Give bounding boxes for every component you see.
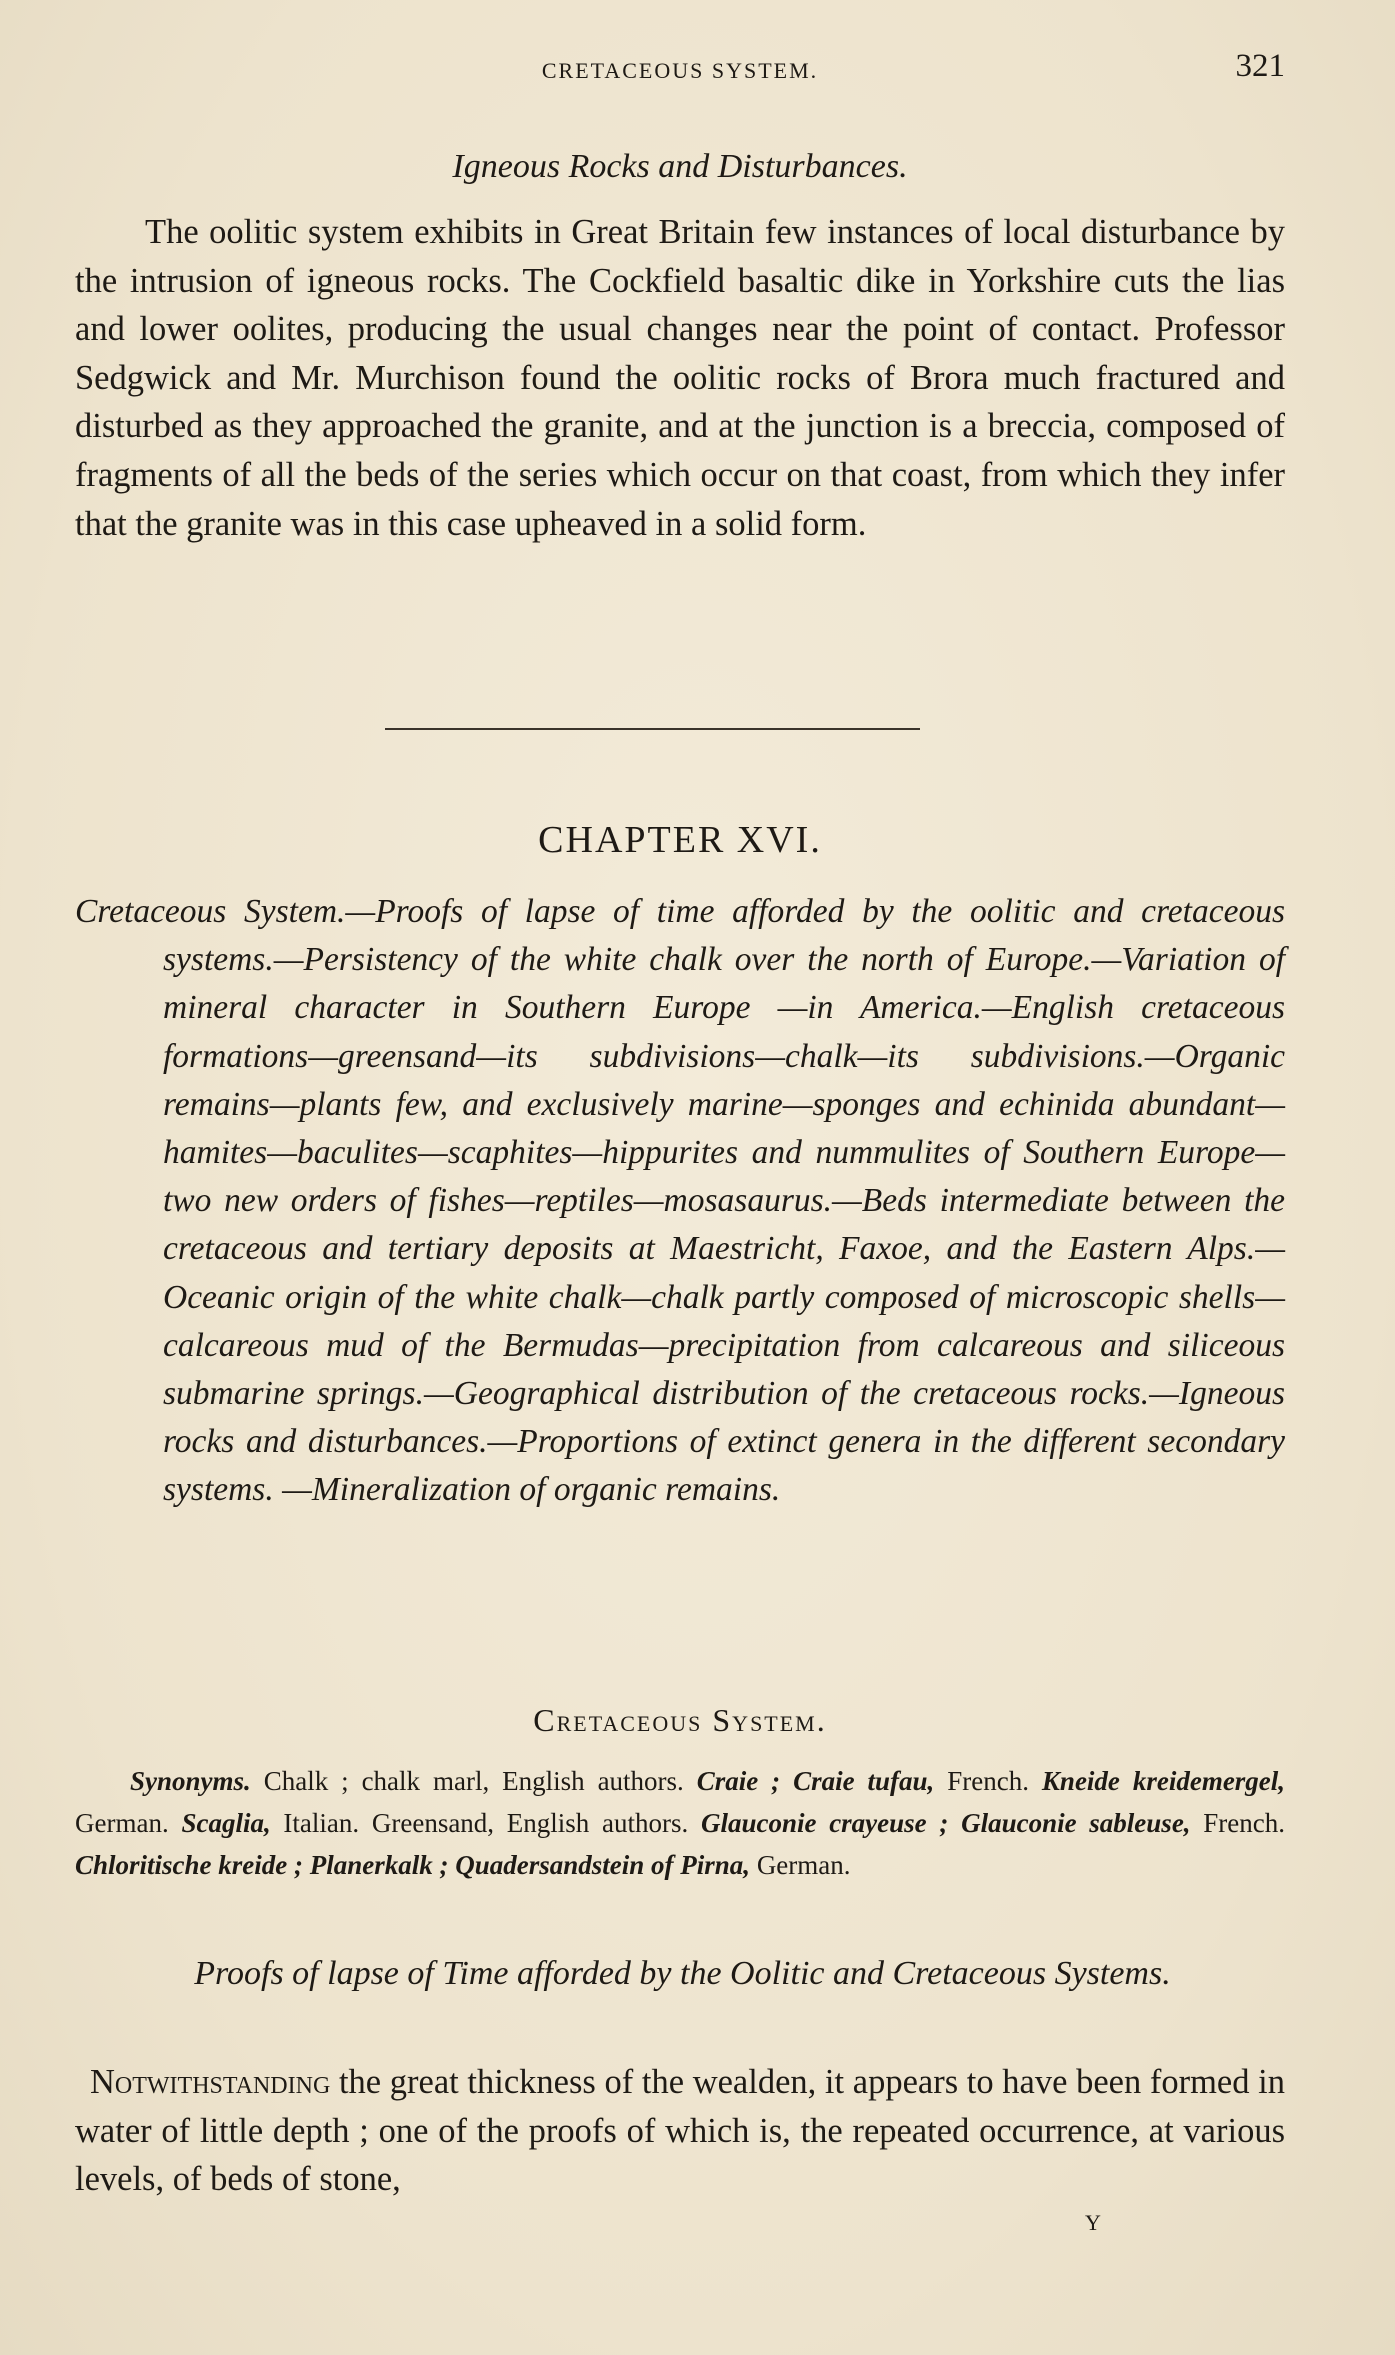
- chapter-title: CHAPTER XVI.: [538, 819, 822, 861]
- signature-mark: Y: [1085, 2210, 1101, 2235]
- synonym-language: German.: [756, 1850, 851, 1880]
- synonym-language: English authors.: [506, 1808, 689, 1838]
- running-title: CRETACEOUS SYSTEM.: [541, 58, 819, 83]
- page-number: 321: [1235, 48, 1285, 84]
- igneous-heading: Igneous Rocks and Disturbances.: [452, 148, 908, 185]
- synonym-language: French.: [947, 1766, 1029, 1796]
- synonym-term: Quadersandstein of Pirna,: [455, 1850, 751, 1880]
- section-divider: [385, 728, 920, 730]
- proofs-text: the great thickness of the wealden, it appears to have been formed in water of little depth ; one of the proofs of which is, the repeated occurrence, at various levels, of beds of stone,: [75, 2063, 1286, 2199]
- synonym-language: French.: [1203, 1808, 1286, 1838]
- running-head: [75, 48, 1285, 88]
- lead-word: Notwithstanding: [90, 2063, 331, 2101]
- proofs-heading: Proofs of lapse of Time afforded by the Oolitic and Cretaceous Systems.: [194, 1955, 1171, 1992]
- synonym-language: Italian.: [283, 1808, 360, 1838]
- synonym-term: Chloritische kreide ; Planerkalk ;: [75, 1850, 449, 1880]
- synonyms-label: Synonyms.: [130, 1766, 251, 1796]
- synonym-language: German.: [75, 1808, 169, 1838]
- synonym-term: Kneide kreidemergel,: [1041, 1766, 1286, 1796]
- cretaceous-section-title: Cretaceous System.: [533, 1702, 827, 1738]
- synonym-term: Scaglia,: [181, 1808, 271, 1838]
- synonym-term: Chalk ; chalk marl,: [263, 1766, 490, 1796]
- chapter-summary: Cretaceous System.—Proofs of lapse of time afforded by the oolitic and cretaceous systems.—Persistency of the white chalk over the north of Europe.—Variation of mineral character in Southern Europe —in America.—English cretaceous formations—greensand—its subdivisions—chalk—its subdivisions.—Organic remains—plants few, and exclusively marine—sponges and echinida abundant—hamites—baculites—scaphites—hippurites and nummulites of Southern Europe—two new orders of fishes—reptiles—mosasaurus.—Beds intermediate between the cretaceous and tertiary deposits at Maestricht, Faxoe, and the Eastern Alps.—Oceanic origin of the white chalk—chalk partly composed of microscopic shells—calcareous mud of the Bermudas—precipitation from calcareous and siliceous submarine springs.—Geographical distribution of the cretaceous rocks.—Igneous rocks and disturbances.—Proportions of extinct genera in the different secondary systems. —Mineralization of organic remains.: [75, 893, 1285, 1509]
- proofs-paragraph: [75, 2058, 1285, 2204]
- igneous-paragraph: The oolitic system exhibits in Great Britain few instances of local disturbance by the intrusion of igneous rocks. The Cockfield basaltic dike in Yorkshire cuts the lias and lower oolites, producing the usual changes near the point of contact. Professor Sedgwick and Mr. Murchison found the oolitic rocks of Brora much fractured and disturbed as they approached the granite, and at the junction is a breccia, composed of fragments of all the beds of the series which occur on that coast, from which they infer that the granite was in this case upheaved in a solid form.: [75, 213, 1285, 543]
- synonym-term: Craie ; Craie tufau,: [696, 1766, 935, 1796]
- synonym-term: Glauconie crayeuse ; Glauconie sableuse,: [700, 1808, 1191, 1838]
- synonym-term: Greensand,: [371, 1808, 495, 1838]
- synonym-language: English authors.: [502, 1766, 684, 1796]
- synonyms-paragraph: [75, 1760, 1285, 1886]
